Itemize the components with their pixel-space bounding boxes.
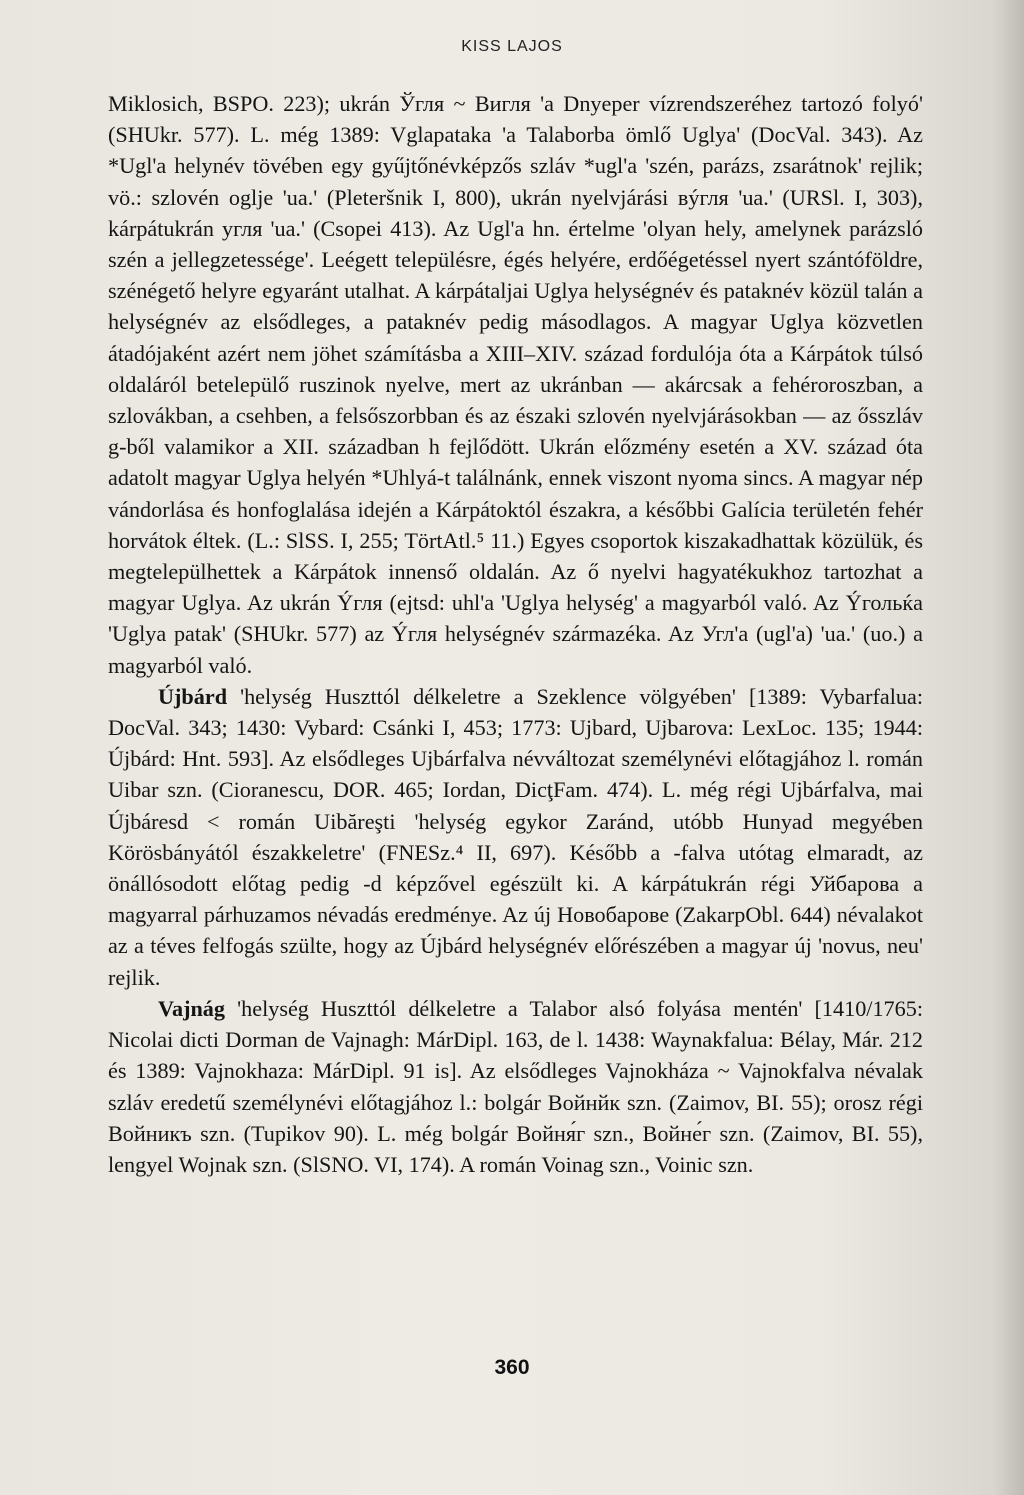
- paragraph-uglya-continuation: [108, 88, 923, 681]
- body-text: [108, 88, 923, 1180]
- running-head: KISS LAJOS: [461, 38, 563, 55]
- page-number: 360: [494, 1356, 530, 1379]
- paragraph-text: Miklosich, BSPO. 223); ukrán Ўгля ~ Вигля 'a Dnyeper vízrendszeréhez tartozó folyó' (SHUkr. 577). L. még 1389: Vglapataka 'a Talaborba ömlő Uglya' (DocVal. 343). Az *Ugl'a helynév tövében egy gyűjtőnévképzős szláv *ugl'a 'szén, parázs, zsarátnok' rejlik; vö.: szlovén oglje 'ua.' (Pleteršnik I, 800), ukrán nyelvjárási вýгля 'ua.' (URSl. I, 303), kárpátukrán угля 'ua.' (Csopei 413). Az Ugl'a hn. értelme 'olyan hely, amelynek parázsló szén a jellegzetessége'. Leégett településre, égés helyére, erdőégetéssel nyert szántóföldre, szénégető helyre egyaránt utalhat. A kárpátaljai Uglya helységnév és pataknév közül talán a helységnév az elsődleges, a pataknév pedig másodlagos. A magyar Uglya közvetlen átadójaként azért nem jöhet számításba a XIII–XIV. század fordulója óta a Kárpátok túlsó oldaláról betelepülő ruszinok nyelve, mert az ukránban — akárcsak a fehéroroszban, a szlovákban, a csehben, a felsőszorbban és az északi szlovén nyelvjárásokban — az ősszláv g-ből valamikor a XII. században h fejlődött. Ukrán előzmény esetén a XV. század óta adatolt magyar Uglya helyén *Uhlyá-t találnánk, ennek viszont nyoma sincs. A magyar nép vándorlása és honfoglalása idején a Kárpátoktól északra, a későbbi Galícia területén fehér horvátok éltek. (L.: SlSS. I, 255; TörtAtl.⁵ 11.) Egyes csoportok kiszakadhattak közülük, és megtelepülhettek a Kárpátok innenső oldalán. Az ő nyelvi hagyatékukhoz tartozhat a magyar Uglya. Az ukrán Ýгля (ejtsd: uhl'a 'Uglya helység' a magyarból való. Az Ýгольќа 'Uglya patak' (SHUkr. 577) az Ýгля helységnév származéka. Az Угл'а (ugl'a) 'ua.' (uo.) a magyarból való.: [108, 91, 923, 678]
- entry-ujbard: [108, 681, 923, 993]
- entry-headword: Újbárd: [158, 683, 228, 709]
- entry-text: 'helység Huszttól délkeletre a Szeklence völgyében' [1389: Vybarfalua: DocVal. 343; 1430: Vybard: Csánki I, 453; 1773: Ujbard, Ujbarova: LexLoc. 135; 1944: Újbárd: Hnt. 593]. Az elsődleges Ujbárfalva névváltozat személynévi előtagjához l. román Uibar szn. (Cioranescu, DOR. 465; Iordan, DicţFam. 474). L. még régi Ujbárfalva, mai Újbáresd < román Uibăreşti 'helység egykor Zaránd, utóbb Hunyad megyében Körösbányától északkeletre' (FNESz.⁴ II, 697). Később a -falva utótag elmaradt, az önállósodott előtag pedig -d képzővel egészült ki. A kárpátukrán régi Уйбарова a magyarral párhuzamos névadás eredménye. Az új Новобарове (ZakarpObl. 644) névalakot az a téves felfogás szülte, hogy az Újbárd helységnév előrészében a magyar új 'novus, neu' rejlik.: [108, 683, 923, 990]
- entry-headword: Vajnág: [158, 995, 225, 1021]
- entry-text: 'helység Huszttól délkeletre a Talabor alsó folyása mentén' [1410/1765: Nicolai dicti Dorman de Vajnagh: MárDipl. 163, de l. 1438: Waynakfalua: Bélay, Már. 212 és 1389: Vajnokhaza: MárDipl. 91 is]. Az elsődleges Vajnokháza ~ Vajnokfalva névalak szláv eredetű személynévi előtagjához l.: bolgár Войнйк szn. (Zaimov, BI. 55); orosz régi Войникъ szn. (Tupikov 90). L. még bolgár Войня́г szn., Войне́г szn. (Zaimov, BI. 55), lengyel Wojnak szn. (SlSNO. VI, 174). A román Voinag szn., Voinic szn.: [108, 995, 923, 1177]
- entry-vajnag: [108, 993, 923, 1180]
